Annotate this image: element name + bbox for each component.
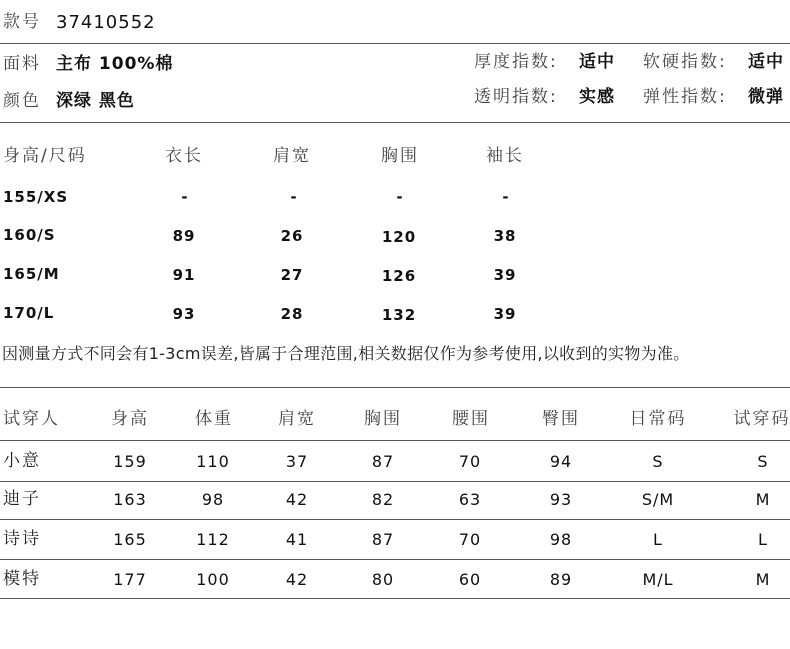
model-cell: 60: [458, 570, 482, 589]
model-name: 模特: [3, 569, 41, 589]
model-cell: 98: [201, 490, 225, 509]
model-cell: M/L: [642, 570, 674, 589]
softness-value: 适中: [748, 52, 784, 72]
size-header: 身高/尺码: [3, 146, 87, 166]
softness-label: 软硬指数:: [643, 52, 727, 72]
model-cell: M: [755, 490, 771, 509]
size-row-label: 170/L: [3, 304, 55, 322]
model-cell: 63: [458, 490, 482, 509]
fabric-label: 面料: [3, 54, 41, 74]
model-header: 身高: [111, 409, 149, 429]
size-header: 衣长: [165, 146, 203, 166]
size-row-label: 155/XS: [3, 188, 69, 206]
size-header: 袖长: [486, 146, 524, 166]
size-cell: 26: [280, 227, 304, 245]
model-cell: 94: [549, 452, 573, 471]
model-cell: 163: [113, 490, 147, 509]
model-name: 诗诗: [3, 529, 41, 549]
model-cell: L: [758, 530, 768, 549]
model-cell: 98: [549, 530, 573, 549]
size-cell: 39: [493, 266, 517, 284]
color-value: 深绿 黑色: [56, 91, 135, 111]
model-cell: 89: [549, 570, 573, 589]
model-cell: 165: [113, 530, 147, 549]
model-cell: M: [755, 570, 771, 589]
model-header: 腰围: [452, 409, 490, 429]
model-cell: 37: [285, 452, 309, 471]
size-cell: -: [290, 188, 298, 206]
size-cell: 132: [381, 306, 417, 324]
model-name: 迪子: [3, 489, 41, 509]
elasticity-label: 弹性指数:: [643, 87, 727, 107]
model-cell: S: [757, 452, 769, 471]
model-header: 体重: [195, 409, 233, 429]
model-cell: 177: [113, 570, 147, 589]
measurement-note: 因测量方式不同会有1-3cm误差,皆属于合理范围,相关数据仅作为参考使用,以收到的实物为准。: [2, 344, 690, 363]
model-cell: 70: [458, 452, 482, 471]
model-cell: 87: [371, 530, 395, 549]
model-header: 胸围: [364, 409, 402, 429]
thickness-label: 厚度指数:: [474, 52, 558, 72]
model-cell: 110: [196, 452, 230, 471]
model-header: 试穿码: [733, 409, 790, 429]
model-cell: S/M: [641, 490, 675, 509]
fabric-value: 主布 100%棉: [56, 54, 174, 74]
elasticity-value: 微弹: [748, 87, 784, 107]
size-cell: -: [396, 188, 404, 206]
divider: [0, 559, 790, 560]
size-row-label: 160/S: [3, 226, 56, 244]
style-number-value: 37410552: [56, 12, 156, 33]
color-label: 颜色: [3, 91, 41, 111]
model-header: 试穿人: [3, 409, 60, 429]
model-cell: S: [652, 452, 664, 471]
divider: [0, 43, 790, 44]
size-cell: 27: [280, 266, 304, 284]
model-cell: 159: [113, 452, 147, 471]
divider: [0, 122, 790, 123]
model-name: 小意: [3, 451, 41, 471]
style-number-label: 款号: [3, 12, 41, 32]
model-cell: 42: [285, 490, 309, 509]
size-cell: 126: [381, 267, 417, 285]
model-header: 臀围: [542, 409, 580, 429]
size-cell: 93: [172, 305, 196, 323]
size-cell: 39: [493, 305, 517, 323]
model-cell: 82: [371, 490, 395, 509]
transparency-label: 透明指数:: [474, 87, 558, 107]
model-header: 肩宽: [278, 409, 316, 429]
transparency-value: 实感: [579, 87, 615, 107]
model-cell: 80: [371, 570, 395, 589]
size-cell: -: [181, 188, 189, 206]
model-cell: 100: [196, 570, 230, 589]
divider: [0, 598, 790, 599]
size-header: 胸围: [381, 146, 419, 166]
divider: [0, 387, 790, 388]
size-cell: 28: [280, 305, 304, 323]
divider: [0, 440, 790, 441]
model-cell: 41: [285, 530, 309, 549]
model-cell: 87: [371, 452, 395, 471]
size-cell: 120: [381, 228, 417, 246]
size-cell: 89: [172, 227, 196, 245]
divider: [0, 481, 790, 482]
size-cell: 38: [493, 227, 517, 245]
model-cell: 93: [549, 490, 573, 509]
model-cell: L: [653, 530, 663, 549]
thickness-value: 适中: [579, 52, 615, 72]
model-cell: 112: [196, 530, 230, 549]
model-header: 日常码: [629, 409, 687, 429]
model-cell: 70: [458, 530, 482, 549]
size-cell: -: [502, 188, 510, 206]
model-cell: 42: [285, 570, 309, 589]
divider: [0, 519, 790, 520]
size-cell: 91: [172, 266, 196, 284]
size-header: 肩宽: [273, 146, 311, 166]
size-row-label: 165/M: [3, 265, 60, 283]
